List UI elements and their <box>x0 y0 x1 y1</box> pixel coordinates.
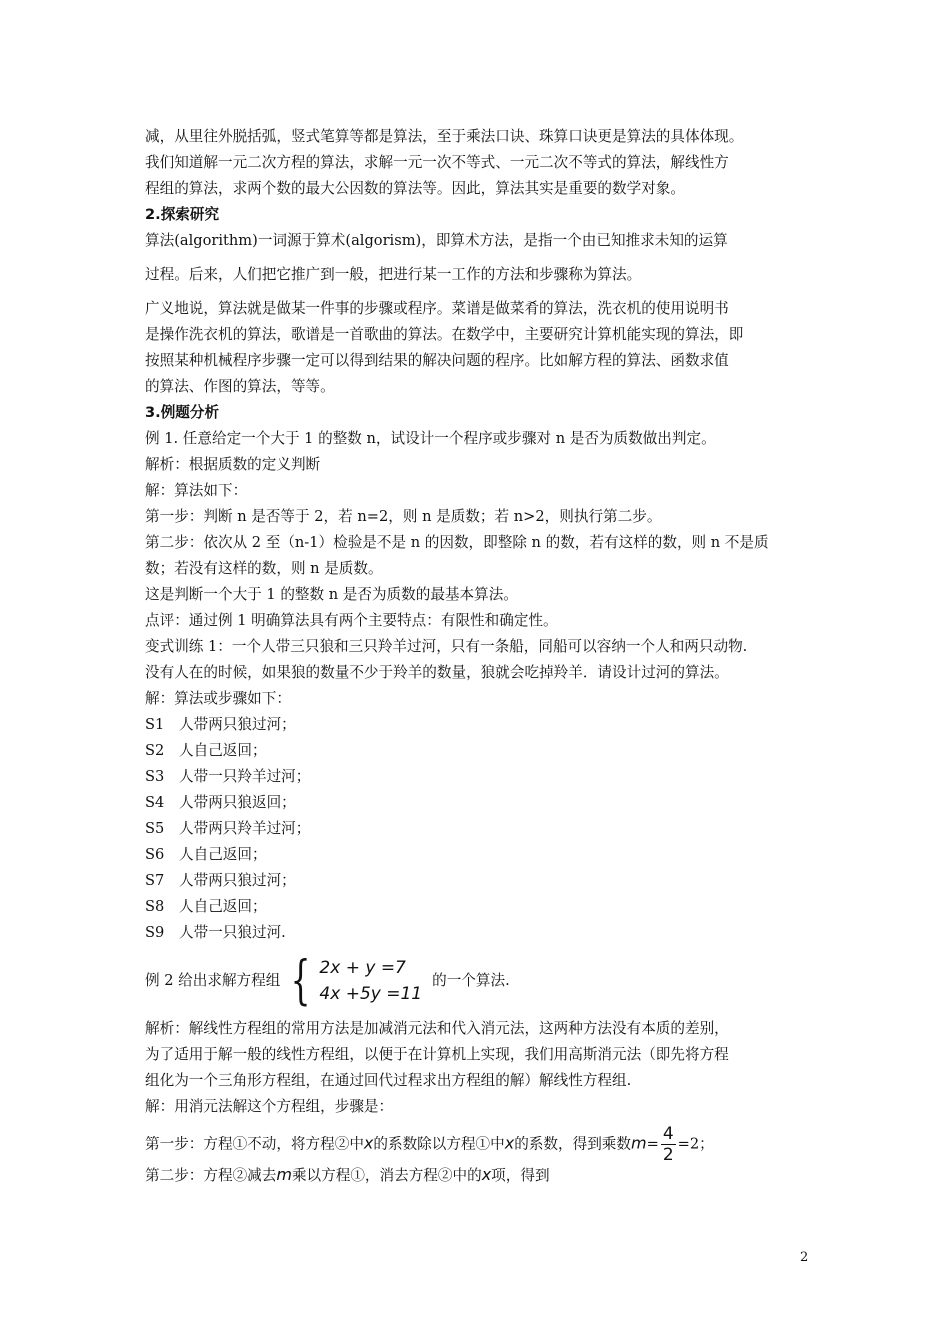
text-line: 例 1. 任意给定一个大于 1 的整数 n，试设计一个程序或步骤对 n 是否为质数做出判定。 <box>145 430 716 447</box>
fraction <box>661 1124 676 1165</box>
step-2-line <box>145 1162 817 1188</box>
step-label: S9 <box>145 924 165 941</box>
step2-text-b: 乘以方程①，消去方程②中的 <box>291 1167 482 1184</box>
text-line: 这是判断一个大于 1 的整数 n 是否为质数的最基本算法。 <box>145 586 518 603</box>
step1-text-a: 第一步：方程①不动，将方程②中 <box>145 1135 364 1153</box>
step-label: S1 <box>145 716 165 733</box>
step1-result: =2； <box>677 1135 714 1153</box>
text-line: 我们知道解一元二次方程的算法，求解一元一次不等式、一元二次不等式的算法，解线性方 <box>145 154 729 171</box>
step-label: S5 <box>145 820 165 837</box>
text-line: 为了适用于解一般的线性方程组，以便于在计算机上实现，我们用高斯消元法（即先将方程 <box>145 1046 729 1063</box>
text-line: 组化为一个三角形方程组，在通过回代过程求出方程组的解）解线性方程组. <box>145 1072 632 1089</box>
text-line: 第二步：依次从 2 至（n-1）检验是不是 n 的因数，即整除 n 的数，若有这样的数，则 n 不是质 <box>145 534 769 551</box>
step-text: 人带一只狼过河. <box>179 924 286 941</box>
list-item <box>145 790 817 816</box>
text-line: 没有人在的时候，如果狼的数量不少于羚羊的数量，狼就会吃掉羚羊．请设计过河的算法。 <box>145 664 729 681</box>
section-heading: 2.探索研究 <box>145 206 220 223</box>
fraction-numerator: 4 <box>662 1124 674 1144</box>
text-line: 是操作洗衣机的算法，歌谱是一首歌曲的算法。在数学中，主要研究计算机能实现的算法，即 <box>145 326 744 343</box>
step-text: 人带两只狼返回； <box>179 794 296 811</box>
variable-m: m <box>276 1165 292 1184</box>
equation-1: 2x + y =7 <box>319 958 406 978</box>
equals-sign: = <box>646 1135 659 1153</box>
page-content <box>145 124 817 1188</box>
list-item <box>145 764 817 790</box>
step-text: 人自己返回； <box>179 898 267 915</box>
equation-system <box>319 955 422 1007</box>
example2-prefix: 例 2 给出求解方程组 <box>145 972 281 989</box>
step2-text-a: 第二步：方程②减去 <box>145 1167 277 1184</box>
section-heading: 3.例题分析 <box>145 404 220 421</box>
list-item <box>145 738 817 764</box>
step-text: 人带一只羚羊过河； <box>179 768 311 785</box>
fraction-denominator: 2 <box>662 1145 674 1165</box>
list-item <box>145 712 817 738</box>
list-item <box>145 894 817 920</box>
text-line: 解：算法如下： <box>145 482 248 499</box>
step1-text-b: 的系数除以方程①中 <box>373 1135 505 1153</box>
list-item <box>145 920 817 946</box>
text-line: 变式训练 1：一个人带三只狼和三只羚羊过河，只有一条船，同船可以容纳一个人和两只动物. <box>145 638 748 655</box>
text-line: 算法(algorithm)一词源于算术(algorism)，即算术方法，是指一个由已知推求未知的运算 <box>145 232 728 249</box>
step1-text-c: 的系数，得到乘数 <box>514 1135 631 1153</box>
equation-2: 4x +5y =11 <box>319 984 423 1004</box>
step-label: S6 <box>145 846 165 863</box>
text-line: 广义地说，算法就是做某一件事的步骤或程序。菜谱是做菜肴的算法，洗衣机的使用说明书 <box>145 300 729 317</box>
text-line: 解析：根据质数的定义判断 <box>145 456 321 473</box>
text-line: 点评：通过例 1 明确算法具有两个主要特点：有限性和确定性。 <box>145 612 558 629</box>
text-line: 第一步：判断 n 是否等于 2，若 n=2，则 n 是质数；若 n>2，则执行第二步。 <box>145 508 662 525</box>
equation-system-line <box>145 950 817 1012</box>
step-label: S4 <box>145 794 165 811</box>
step-text: 人带两只羚羊过河； <box>179 820 311 837</box>
text-line: 解：用消元法解这个方程组，步骤是： <box>145 1098 394 1115</box>
step2-text-c: 项，得到 <box>491 1167 550 1184</box>
step-1-line <box>145 1124 817 1165</box>
text-line: 解析：解线性方程组的常用方法是加减消元法和代入消元法，这两种方法没有本质的差别， <box>145 1020 729 1037</box>
step-text: 人带两只狼过河； <box>179 716 296 733</box>
step-label: S7 <box>145 872 165 889</box>
text-line: 程组的算法，求两个数的最大公因数的算法等。因此，算法其实是重要的数学对象。 <box>145 180 685 197</box>
step-text: 人自己返回； <box>179 846 267 863</box>
list-item <box>145 816 817 842</box>
list-item <box>145 842 817 868</box>
step-text: 人带两只狼过河； <box>179 872 296 889</box>
step-text: 人自己返回； <box>179 742 267 759</box>
variable-x: x <box>481 1165 492 1184</box>
text-line: 解：算法或步骤如下： <box>145 690 291 707</box>
step-label: S3 <box>145 768 165 785</box>
page-number: 2 <box>800 1250 809 1265</box>
text-line: 过程。后来，人们把它推广到一般，把进行某一工作的方法和步骤称为算法。 <box>145 266 642 283</box>
list-item <box>145 868 817 894</box>
text-line: 数；若没有这样的数，则 n 是质数。 <box>145 560 383 577</box>
variable-m: m <box>630 1133 647 1153</box>
text-line: 的算法、作图的算法，等等。 <box>145 378 335 395</box>
left-brace-icon: { <box>290 951 311 1011</box>
example2-suffix: 的一个算法. <box>432 972 510 989</box>
variable-x: x <box>363 1133 374 1153</box>
text-line: 按照某种机械程序步骤一定可以得到结果的解决问题的程序。比如解方程的算法、函数求值 <box>145 352 729 369</box>
text-line: 减，从里往外脱括弧，竖式笔算等都是算法，至于乘法口诀、珠算口诀更是算法的具体体现。 <box>145 128 744 145</box>
step-label: S2 <box>145 742 165 759</box>
variable-x: x <box>504 1133 515 1153</box>
step-label: S8 <box>145 898 165 915</box>
